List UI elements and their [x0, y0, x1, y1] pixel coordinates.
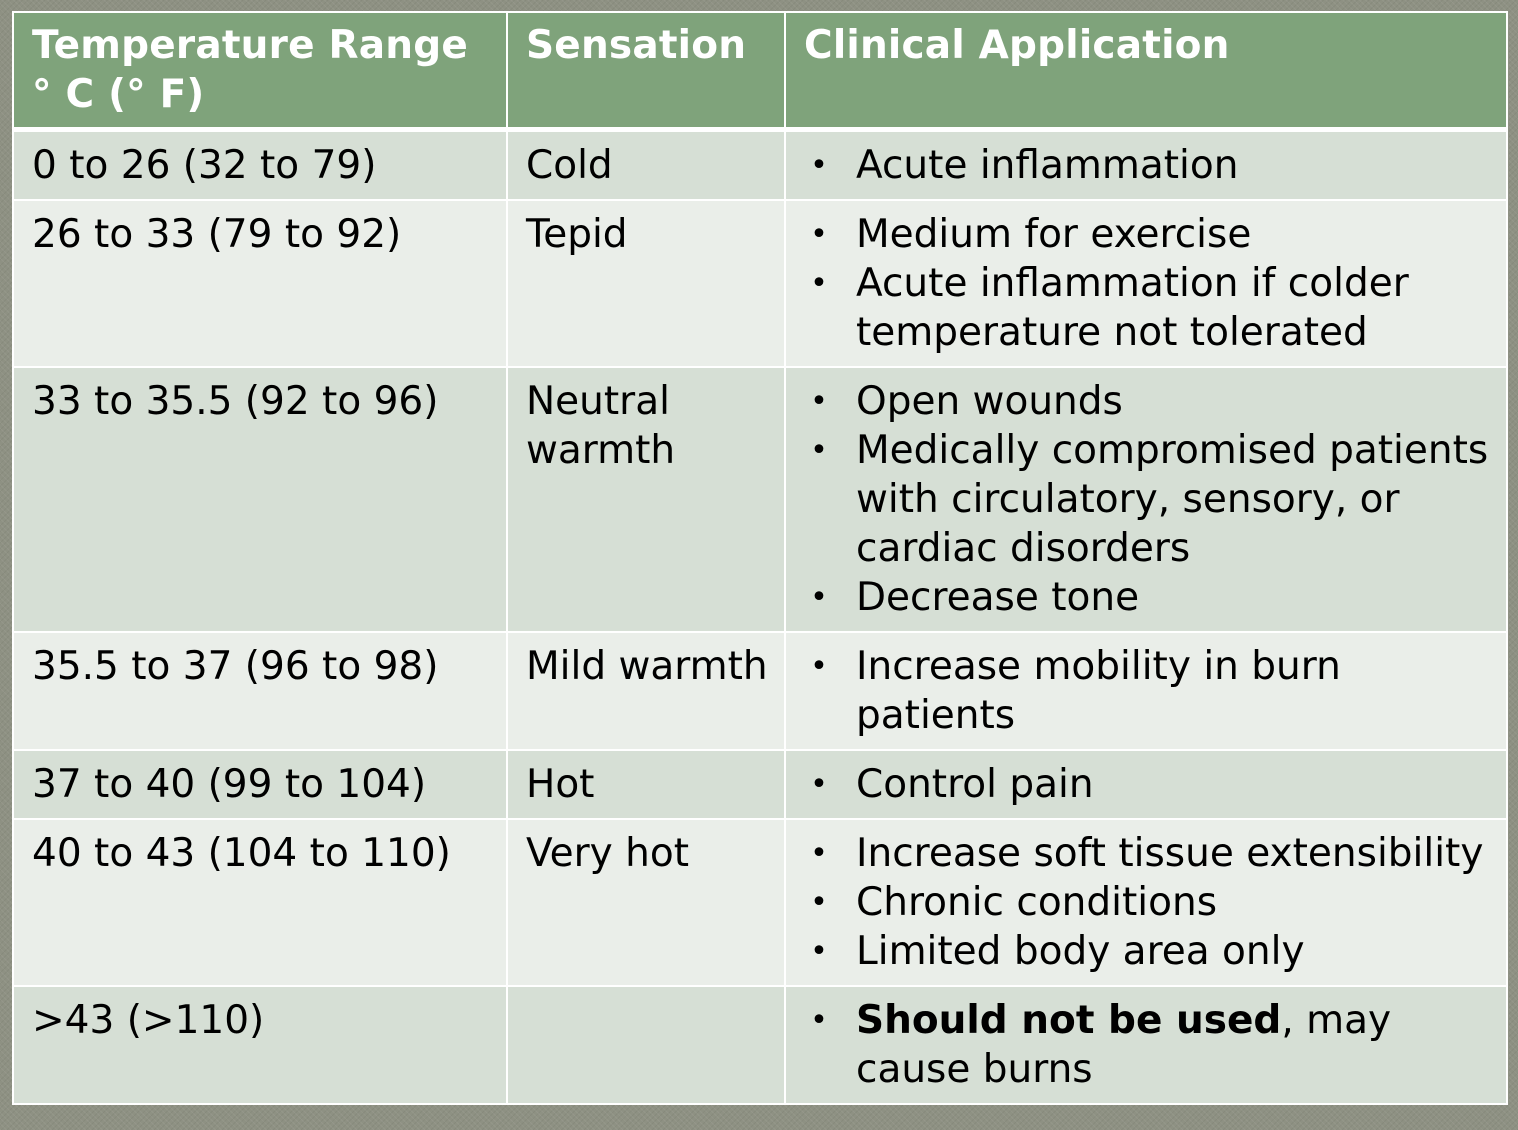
bullet-icon: •	[810, 217, 828, 252]
list-item: • Increase mobility in burn patients	[804, 642, 1492, 740]
bullet-icon: •	[810, 148, 828, 183]
application-cell	[785, 200, 1507, 367]
range-cell: 33 to 35.5 (92 to 96)	[13, 367, 507, 632]
application-list	[804, 760, 1492, 809]
application-cell	[785, 632, 1507, 750]
bullet-icon: •	[810, 266, 828, 301]
list-item: • Decrease tone	[804, 573, 1492, 622]
list-item: • Limited body area only	[804, 927, 1492, 976]
bullet-icon: •	[810, 580, 828, 615]
sensation-cell: Mild warmth	[507, 632, 785, 750]
application-list	[804, 829, 1492, 976]
sensation-cell: Very hot	[507, 819, 785, 986]
list-item: • Control pain	[804, 760, 1492, 809]
sensation-cell: Cold	[507, 130, 785, 201]
bullet-icon: •	[810, 1003, 828, 1038]
bullet-icon: •	[810, 433, 828, 468]
table-row	[13, 986, 1507, 1104]
list-item: • Acute inflammation	[804, 141, 1492, 190]
list-item: • Increase soft tissue extensibility	[804, 829, 1492, 878]
application-cell	[785, 986, 1507, 1104]
warning-text: , may cause burns	[856, 998, 1392, 1092]
range-cell: 40 to 43 (104 to 110)	[13, 819, 507, 986]
sensation-cell: Tepid	[507, 200, 785, 367]
list-item: • Medium for exercise	[804, 210, 1492, 259]
bullet-icon: •	[810, 836, 828, 871]
application-list	[804, 996, 1492, 1094]
table-row	[13, 367, 1507, 632]
bullet-icon: •	[810, 934, 828, 969]
header-temperature-range: Temperature Range ° C (° F)	[13, 12, 507, 130]
application-cell	[785, 367, 1507, 632]
table-row	[13, 130, 1507, 201]
sensation-cell: Neutral warmth	[507, 367, 785, 632]
bullet-icon: •	[810, 885, 828, 920]
application-list	[804, 642, 1492, 740]
list-item: • Chronic conditions	[804, 878, 1492, 927]
bullet-icon: •	[810, 649, 828, 684]
bullet-icon: •	[810, 384, 828, 419]
table-row	[13, 200, 1507, 367]
table-row	[13, 632, 1507, 750]
range-cell: 26 to 33 (79 to 92)	[13, 200, 507, 367]
list-item	[804, 996, 1492, 1094]
temperature-table	[12, 11, 1508, 1105]
header-clinical-application: Clinical Application	[785, 12, 1507, 130]
range-cell: 35.5 to 37 (96 to 98)	[13, 632, 507, 750]
list-item: • Acute inflammation if colder temperature not tolerated	[804, 259, 1492, 357]
range-cell: 0 to 26 (32 to 79)	[13, 130, 507, 201]
bullet-icon: •	[810, 767, 828, 802]
range-cell: 37 to 40 (99 to 104)	[13, 750, 507, 819]
sensation-cell	[507, 986, 785, 1104]
list-item: • Medically compromised patients with circulatory, sensory, or cardiac disorders	[804, 426, 1492, 573]
warning-bold-text: Should not be used	[856, 998, 1282, 1043]
application-list	[804, 210, 1492, 357]
table-row	[13, 750, 1507, 819]
header-sensation: Sensation	[507, 12, 785, 130]
application-cell	[785, 819, 1507, 986]
application-list	[804, 141, 1492, 190]
table-row	[13, 819, 1507, 986]
sensation-cell: Hot	[507, 750, 785, 819]
list-item: • Open wounds	[804, 377, 1492, 426]
application-cell	[785, 130, 1507, 201]
application-list	[804, 377, 1492, 622]
range-cell: >43 (>110)	[13, 986, 507, 1104]
header-row	[13, 12, 1507, 130]
application-cell	[785, 750, 1507, 819]
